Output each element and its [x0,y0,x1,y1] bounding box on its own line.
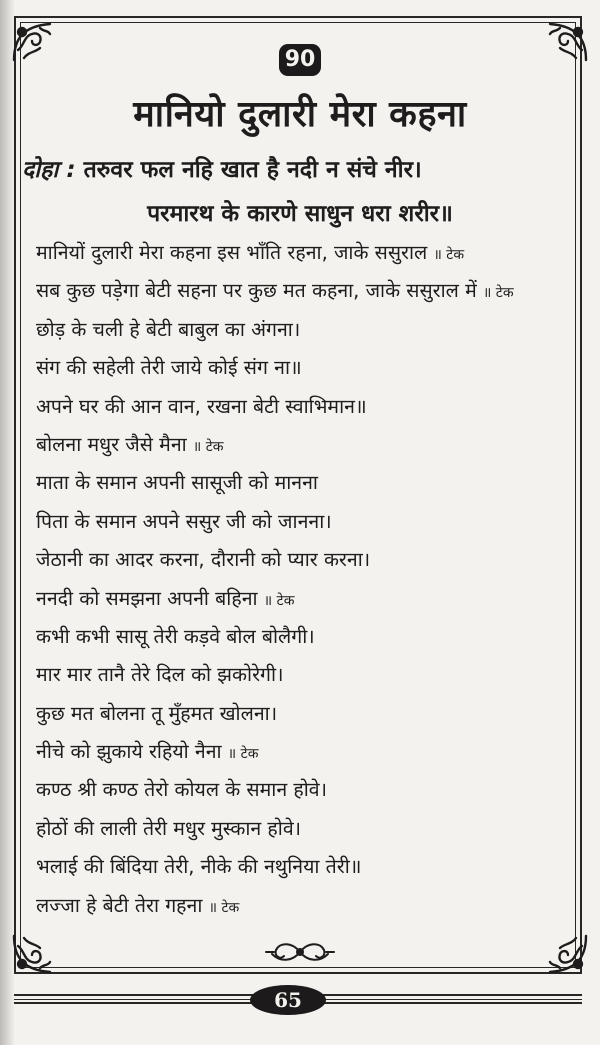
lyric-text: बोलना मधुर जैसे मैना [36,432,187,456]
lyric-text: भलाई की बिंदिया तेरी, नीके की नथुनिया तेरी॥ [36,855,362,879]
lyric-text: कभी कभी सासू तेरी कड़वे बोल बोलैगी। [36,624,315,648]
floral-corner-icon [546,932,590,976]
floral-ornament-icon [262,938,338,966]
tek-marker: ॥ टेक [208,899,240,916]
lyric-text: लज्जा हे बेटी तेरा गहना [36,893,203,917]
lyric-line [36,311,576,349]
lyric-line [36,272,576,310]
lyric-line [36,887,576,925]
song-number-badge: 90 [279,44,321,76]
lyric-line [36,541,576,579]
lyric-text: कुछ मत बोलना तू मुँहमत खोलना। [36,701,278,725]
lyric-text: कण्ठ श्री कण्ठ तेरो कोयल के समान होवे। [36,778,327,802]
lyric-text: पिता के समान अपने ससुर जी को जानना। [36,509,332,533]
lyric-text: सब कुछ पड़ेगा बेटी सहना पर कुछ मत कहना, जाके ससुराल में [36,279,477,303]
doha-line-2: परमारथ के कारणे साधुन धरा शरीर॥ [147,201,453,227]
lyric-line [36,388,576,426]
lyric-text: अपने घर की आन वान, रखना बेटी स्वाभिमान॥ [36,394,367,418]
lyric-text: मानियों दुलारी मेरा कहना इस भाँति रहना, जाके ससुराल [36,241,428,264]
lyric-line [36,580,576,618]
lyric-line [36,618,576,656]
tek-marker: ॥ टेक [433,247,465,263]
lyric-line [36,810,576,848]
tek-marker: ॥ टेक [263,592,295,609]
lyric-line [36,656,576,694]
lyric-text: माता के समान अपनी सासूजी को मानना [36,471,318,495]
lyric-line [36,234,576,272]
doha-label: दोहा : [22,157,76,183]
lyric-text: संग की सहेली तेरी जाये कोई संग ना॥ [36,356,302,380]
tek-marker: ॥ टेक [482,285,514,302]
lyric-line [36,503,576,541]
lyric-line [36,733,576,771]
lyric-text: जेठानी का आदर करना, दौरानी को प्यार करना। [36,548,371,572]
doha-text: तरुवर फल नहि खात है नदी न संचे नीर। [83,157,422,183]
tek-marker: ॥ टेक [227,746,259,763]
tek-marker: ॥ टेक [192,438,224,455]
lyric-text: होठों की लाली तेरी मधुर मुस्कान होवे। [36,816,302,840]
lyric-text: नीचे को झुकाये रहियो नैना [36,740,222,764]
lyric-line [36,848,576,886]
song-title: मानियो दुलारी मेरा कहना [133,94,467,135]
lyric-line [36,464,576,502]
floral-corner-icon [546,20,590,64]
lyrics-block [36,234,576,925]
lyric-text: छोड़ के चली हे बेटी बाबुल का अंगना। [36,317,301,341]
lyric-line [36,426,576,464]
doha-line-1 [22,152,570,184]
floral-corner-icon [10,20,54,64]
floral-corner-icon [10,932,54,976]
lyric-line [36,349,576,387]
lyric-text: मार मार तानै तेरे दिल को झकोरेगी। [36,663,284,687]
page-number: 65 [250,985,326,1015]
lyric-line [36,695,576,733]
lyric-text: ननदी को समझना अपनी बहिना [36,586,258,610]
page-edge-shadow [0,0,14,1045]
lyric-line [36,771,576,809]
